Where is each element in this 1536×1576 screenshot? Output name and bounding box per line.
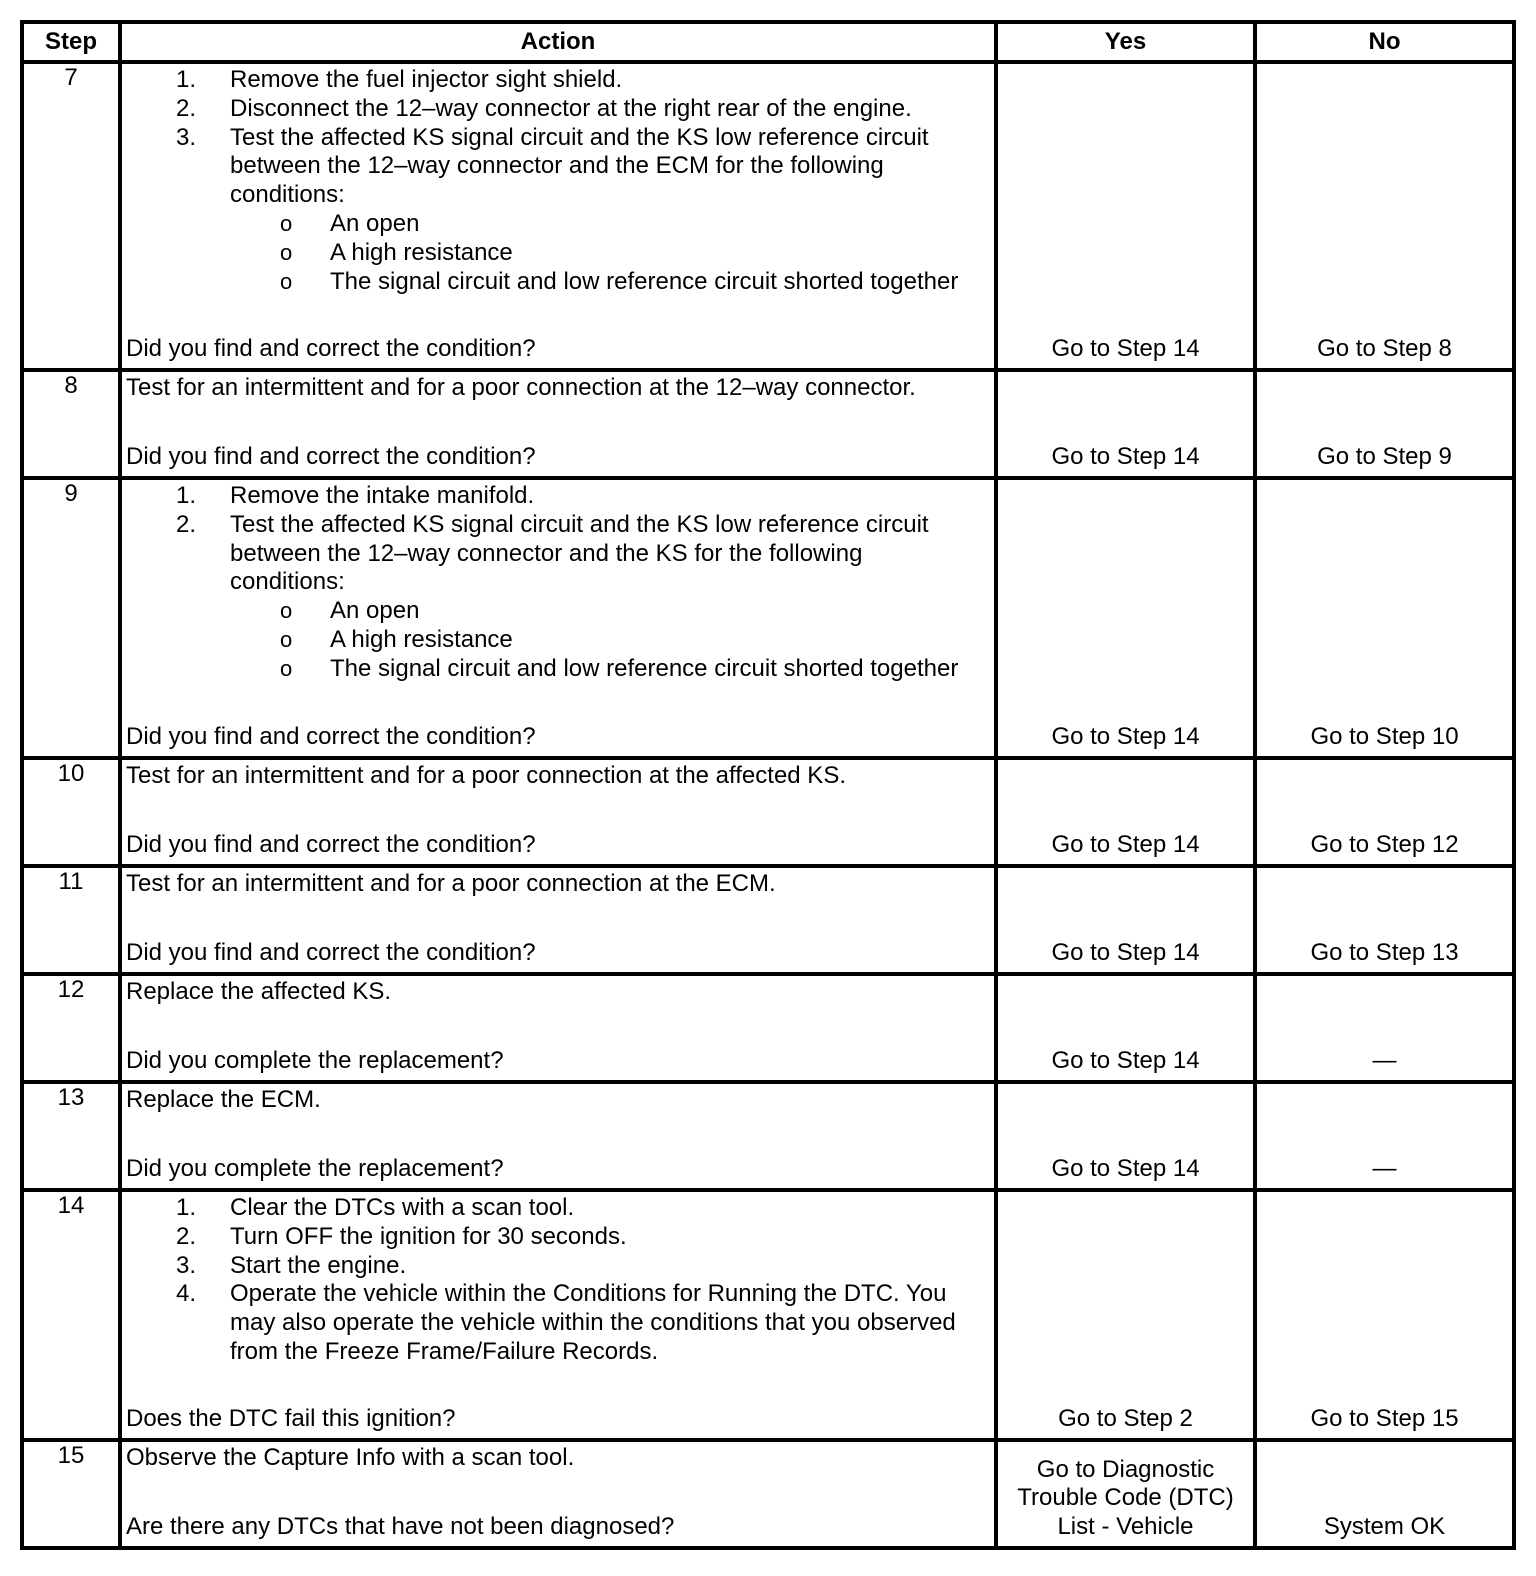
- no-answer: Go to Step 9: [1317, 443, 1452, 471]
- item-text: Test the affected KS signal circuit and the KS low reference circuit between the 12–way connector and the KS for the following conditions:: [230, 510, 929, 596]
- item-number: 3.: [176, 1251, 197, 1279]
- yes-cell: [996, 866, 1255, 974]
- table-row: [22, 866, 1514, 974]
- table-row: [22, 1440, 1514, 1548]
- item-number: 1.: [176, 482, 197, 509]
- item-number: 4.: [176, 1280, 197, 1308]
- bullet-icon: o: [280, 655, 293, 681]
- list-item: [126, 1194, 980, 1223]
- yes-cell: [996, 478, 1255, 758]
- step-number: 8: [22, 370, 120, 478]
- item-text: Start the engine.: [230, 1251, 407, 1279]
- action-cell: [120, 370, 996, 478]
- bullet-text: An open: [330, 209, 420, 237]
- item-text: Operate the vehicle within the Conditions for Running the DTC. You may also operate the vehicle within the conditions that you observed from the Freeze Frame/Failure Records.: [230, 1280, 956, 1365]
- question-text: Did you find and correct the condition?: [126, 831, 536, 859]
- no-cell: [1255, 478, 1514, 758]
- bullet-icon: o: [280, 210, 293, 236]
- numbered-list: [126, 66, 980, 296]
- step-number: 12: [22, 974, 120, 1082]
- item-number: 1.: [176, 66, 197, 93]
- bullet-text: A high resistance: [330, 238, 513, 266]
- question-text: Did you find and correct the condition?: [126, 335, 536, 363]
- question-text: Are there any DTCs that have not been diagnosed?: [126, 1513, 675, 1541]
- bullet-text: A high resistance: [330, 625, 513, 653]
- item-text: Disconnect the 12–way connector at the right rear of the engine.: [230, 94, 912, 122]
- action-cell: [120, 1190, 996, 1440]
- yes-answer: Go to Step 14: [1051, 723, 1200, 751]
- list-item: [126, 1252, 980, 1281]
- item-text: Turn OFF the ignition for 30 seconds.: [230, 1222, 627, 1250]
- table-row: [22, 1190, 1514, 1440]
- step-number: 13: [22, 1082, 120, 1190]
- list-item: [126, 124, 980, 297]
- action-cell: [120, 478, 996, 758]
- step-number: 10: [22, 758, 120, 866]
- yes-cell: [996, 974, 1255, 1082]
- item-number: 2.: [176, 1222, 197, 1250]
- item-text: Clear the DTCs with a scan tool.: [230, 1194, 575, 1221]
- action-cell: [120, 62, 996, 370]
- yes-cell: [996, 62, 1255, 370]
- item-number: 1.: [176, 1194, 197, 1221]
- yes-answer: Go to Step 14: [1051, 1047, 1200, 1075]
- yes-answer-line: List - Vehicle: [1057, 1513, 1194, 1541]
- bullet-text: An open: [330, 597, 420, 625]
- action-text: Test for an intermittent and for a poor connection at the 12–way connector.: [126, 374, 916, 401]
- table-row: [22, 758, 1514, 866]
- yes-cell: [996, 1190, 1255, 1440]
- action-text: Test for an intermittent and for a poor connection at the ECM.: [126, 870, 776, 897]
- no-answer: Go to Step 10: [1310, 723, 1459, 751]
- no-cell: [1255, 62, 1514, 370]
- list-item: [126, 482, 980, 511]
- numbered-list: [126, 482, 980, 684]
- question-text: Did you complete the replacement?: [126, 1047, 504, 1075]
- bullet-list: [230, 597, 980, 683]
- item-text: Remove the intake manifold.: [230, 482, 535, 509]
- action-cell: [120, 758, 996, 866]
- bullet-icon: o: [280, 598, 293, 624]
- no-answer: —: [1372, 1155, 1397, 1183]
- no-answer: Go to Step 8: [1317, 335, 1452, 363]
- bullet-text: The signal circuit and low reference circuit shorted together: [330, 654, 959, 682]
- diagnostic-table: [20, 20, 1516, 1550]
- bullet-text: The signal circuit and low reference circuit shorted together: [330, 267, 959, 295]
- step-number: 9: [22, 478, 120, 758]
- yes-cell: [996, 758, 1255, 866]
- no-cell: [1255, 1190, 1514, 1440]
- item-text: Remove the fuel injector sight shield.: [230, 66, 623, 93]
- table-row: [22, 370, 1514, 478]
- step-number: 14: [22, 1190, 120, 1440]
- header-step: Step: [22, 22, 120, 62]
- question-text: Does the DTC fail this ignition?: [126, 1405, 456, 1433]
- yes-answer: Go to Step 14: [1051, 335, 1200, 363]
- step-number: 11: [22, 866, 120, 974]
- yes-answer: Go to Step 2: [1058, 1405, 1193, 1433]
- yes-cell: [996, 1440, 1255, 1548]
- step-number: 7: [22, 62, 120, 370]
- yes-answer-line: Trouble Code (DTC): [1017, 1484, 1234, 1512]
- list-item: [126, 66, 980, 95]
- bullet-item: [230, 626, 980, 655]
- list-item: [126, 511, 980, 684]
- question-text: Did you complete the replacement?: [126, 1155, 504, 1183]
- header-no: No: [1255, 22, 1514, 62]
- action-text: Replace the affected KS.: [126, 978, 392, 1005]
- no-cell: [1255, 1082, 1514, 1190]
- list-item: [126, 1280, 980, 1366]
- action-text: Replace the ECM.: [126, 1086, 321, 1113]
- yes-answer-line: Go to Diagnostic: [1036, 1455, 1215, 1483]
- yes-answer: Go to Step 14: [1051, 831, 1200, 859]
- item-number: 2.: [176, 510, 197, 538]
- item-text: Test the affected KS signal circuit and the KS low reference circuit between the 12–way connector and the ECM for the following conditions:: [230, 123, 929, 209]
- table-row: [22, 1082, 1514, 1190]
- action-cell: [120, 1440, 996, 1548]
- no-answer: —: [1372, 1047, 1397, 1075]
- no-answer: Go to Step 12: [1310, 831, 1459, 859]
- bullet-item: [230, 239, 980, 268]
- no-answer: Go to Step 15: [1310, 1405, 1459, 1433]
- step-number: 15: [22, 1440, 120, 1548]
- action-text: Test for an intermittent and for a poor connection at the affected KS.: [126, 762, 846, 789]
- yes-cell: [996, 1082, 1255, 1190]
- header-yes: Yes: [996, 22, 1255, 62]
- no-answer: Go to Step 13: [1310, 939, 1459, 967]
- bullet-icon: o: [280, 268, 293, 294]
- item-number: 2.: [176, 94, 197, 122]
- table-row: [22, 62, 1514, 370]
- action-cell: [120, 866, 996, 974]
- yes-answer: Go to Step 14: [1051, 939, 1200, 967]
- no-cell: [1255, 1440, 1514, 1548]
- bullet-icon: o: [280, 626, 293, 652]
- action-text: Observe the Capture Info with a scan tool.: [126, 1444, 575, 1471]
- item-number: 3.: [176, 123, 197, 151]
- bullet-item: [230, 268, 980, 297]
- numbered-list: [126, 1194, 980, 1367]
- bullet-icon: o: [280, 239, 293, 265]
- bullet-item: [230, 210, 980, 239]
- no-cell: [1255, 370, 1514, 478]
- bullet-list: [230, 210, 980, 296]
- no-cell: [1255, 866, 1514, 974]
- yes-answer: Go to Step 14: [1051, 443, 1200, 471]
- yes-answer: Go to Step 14: [1051, 1155, 1200, 1183]
- list-item: [126, 1223, 980, 1252]
- no-answer: System OK: [1323, 1513, 1446, 1541]
- table-row: [22, 974, 1514, 1082]
- no-cell: [1255, 758, 1514, 866]
- question-text: Did you find and correct the condition?: [126, 723, 536, 751]
- list-item: [126, 95, 980, 124]
- bullet-item: [230, 597, 980, 626]
- action-cell: [120, 974, 996, 1082]
- question-text: Did you find and correct the condition?: [126, 443, 536, 471]
- header-row: [22, 22, 1514, 62]
- yes-cell: [996, 370, 1255, 478]
- bullet-item: [230, 655, 980, 684]
- action-cell: [120, 1082, 996, 1190]
- yes-answer: [998, 1456, 1253, 1542]
- no-cell: [1255, 974, 1514, 1082]
- table-row: [22, 478, 1514, 758]
- question-text: Did you find and correct the condition?: [126, 939, 536, 967]
- header-action: Action: [120, 22, 996, 62]
